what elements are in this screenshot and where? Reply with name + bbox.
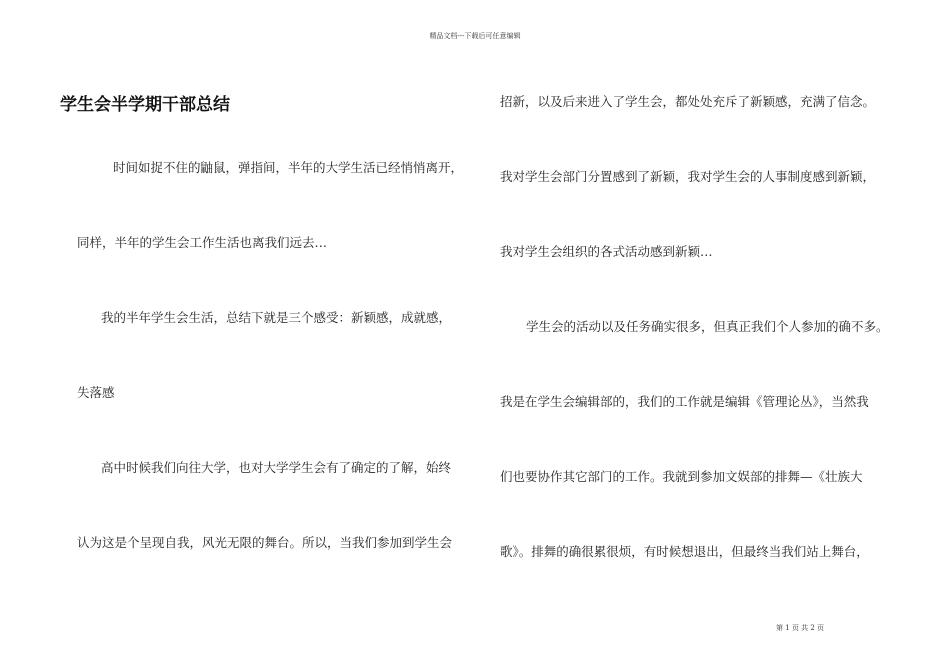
right-line-1: 招新，以及后来进入了学生会，都处处充斥了新颖感，充满了信念。 [500,94,876,109]
right-line-4: 学生会的活动以及任务确实很多，但真正我们个人参加的确不多。 [526,319,889,334]
right-line-6: 们也要协作其它部门的工作。我就到参加文娱部的排舞—《壮族大 [500,469,863,484]
left-line-6: 认为这是个呈现自我，风光无限的舞台。所以，当我们参加到学生会 [77,535,453,550]
right-line-7: 歌》。排舞的确很累很烦，有时候想退出，但最终当我们站上舞台， [500,544,869,559]
left-line-1: 时间如捉不住的鼬鼠，弹指间，半年的大学生活已经悄悄离开， [113,160,464,175]
document-title: 学生会半学期干部总结 [60,95,230,115]
left-line-3: 我的半年学生会生活，总结下就是三个感受：新颖感，成就感， [101,310,452,325]
right-line-5: 我是在学生会编辑部的，我们的工作就是编辑《管理论丛》，当然我 [500,394,869,409]
page-number-footer: 第 1 页 共 2 页 [776,624,825,632]
left-line-2: 同样，半年的学生会工作生活也离我们远去… [77,235,328,250]
left-line-5: 高中时候我们向往大学，也对大学学生会有了确定的了解，始终 [101,460,452,475]
left-line-4: 失落感 [77,385,115,400]
right-line-2: 我对学生会部门分置感到了新颖，我对学生会的人事制度感到新颖， [500,169,876,184]
page-header-note: 精品文档---下载后可任意编辑 [429,32,521,40]
right-line-3: 我对学生会组织的各式活动感到新颖… [500,244,713,259]
